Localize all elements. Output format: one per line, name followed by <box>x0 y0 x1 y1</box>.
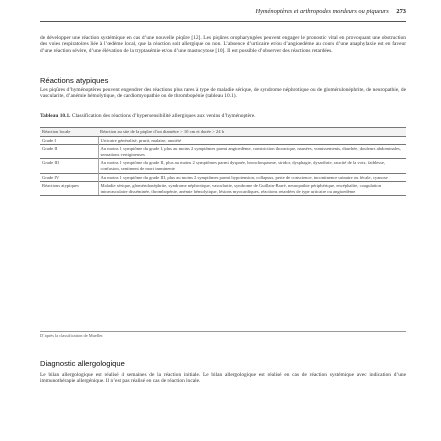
running-head-title: Hyménoptères et arthropodes mordeurs ou piqueurs <box>255 8 389 15</box>
table-row <box>40 136 406 145</box>
table-row <box>40 182 406 196</box>
table-cell-symptoms: Au moins 1 symptôme du grade II, plus au moins 2 symptômes parmi dyspnée, bronchospasme, stridor, dysphagie, dysarthrie, raucité de la voix, faiblesse, confusion, sentiment de mort imminente <box>98 159 406 173</box>
section-heading-atypical: Réactions atypiques <box>40 76 109 85</box>
table-cell-grade: Grade I <box>40 136 98 145</box>
table-cell-grade: Grade II <box>40 145 98 159</box>
page-number: 273 <box>396 8 406 15</box>
table-caption-text: Classification des réactions d’hypersensibilité allergiques aux venins d’hyménoptère. <box>71 113 256 119</box>
table-cell-symptoms: Au moins 1 symptôme du grade I, plus au moins 2 symptômes parmi angioedème, constriction thoracique, nausées, vomissements, diarrhée, douleurs abdominales, sensations vertigineuses <box>98 145 406 159</box>
running-head <box>40 6 406 22</box>
table-caption-label: Tableau 10.1. <box>40 113 71 119</box>
diagnostic-paragraph: Le bilan allergologique est réalisé 4 semaines de la réaction initiale. Le bilan allergologique est réalisé en cas de réaction systémique avec indication d’une immunothérapie allergénique. Il n’est pas réalisé en cas de réaction locale. <box>40 372 406 385</box>
table-row <box>40 159 406 173</box>
table-header-row <box>40 128 406 137</box>
intro-paragraph: de développer une réaction systémique en cas d’une nouvelle piqûre [12]. Les piqûres oropharyngées peuvent engager le pronostic vital en provoquant une obstruction des voies respiratoires liée à l’œdème local, que la réaction soit allergique ou non. L’absence d’urticaire et/ou d’angioedème au cours d’une anaphylaxie est en faveur d’une réaction sévère, d’une élévation de la tryptasémie et/ou d’une mastocytose [10]. Il est possible d’observer des réactions retardées. <box>40 35 406 54</box>
document-page <box>40 0 406 441</box>
table-row <box>40 145 406 159</box>
section-heading-diagnostic: Diagnostic allergologique <box>40 359 125 368</box>
table-cell-symptoms: Maladie sérique, glomérulonéphrite, syndrome néphrotique, vascularite, syndrome de Guillain-Barré, neuropathie périphérique, encéphalite, coagulation intravasculaire disséminée, thrombopénie, anémie hémolytique, lésions myocardiques, réactions retardées de type urticaire ou angioedème <box>98 182 406 196</box>
atypical-paragraph: Les piqûres d’hyménoptères peuvent engendrer des réactions plus rares à type de maladie sérique, de syndrome néphrotique ou de glomérulonéphrite, de neuropathie, de vascularite, d’anémie hémolytique, de cardiomyopathie ou de thrombopénie (tableau 10.1). <box>40 87 406 100</box>
table-row <box>40 173 406 182</box>
classification-table <box>40 127 406 196</box>
table-cell-grade: Réactions atypiques <box>40 182 98 196</box>
table-header-cell: Réaction locale <box>40 128 98 137</box>
table-cell-symptoms: Au moins 1 symptôme du grade III, plus au moins 2 symptômes parmi hypotension, collapsus, perte de conscience, incontinence urinaire ou fécale, cyanose <box>98 173 406 182</box>
table-footnote: D’après la classification de Mueller. <box>40 331 406 338</box>
table-cell-grade: Grade III <box>40 159 98 173</box>
table-cell-grade: Grade IV <box>40 173 98 182</box>
table-cell-symptoms: Urticaire généralisé, prurit, malaise, anxiété <box>98 136 406 145</box>
table-header-cell: Réaction au site de la piqûre d’un diamètre > 10 cm et durée > 24 h <box>98 128 406 137</box>
table-caption <box>40 113 406 119</box>
